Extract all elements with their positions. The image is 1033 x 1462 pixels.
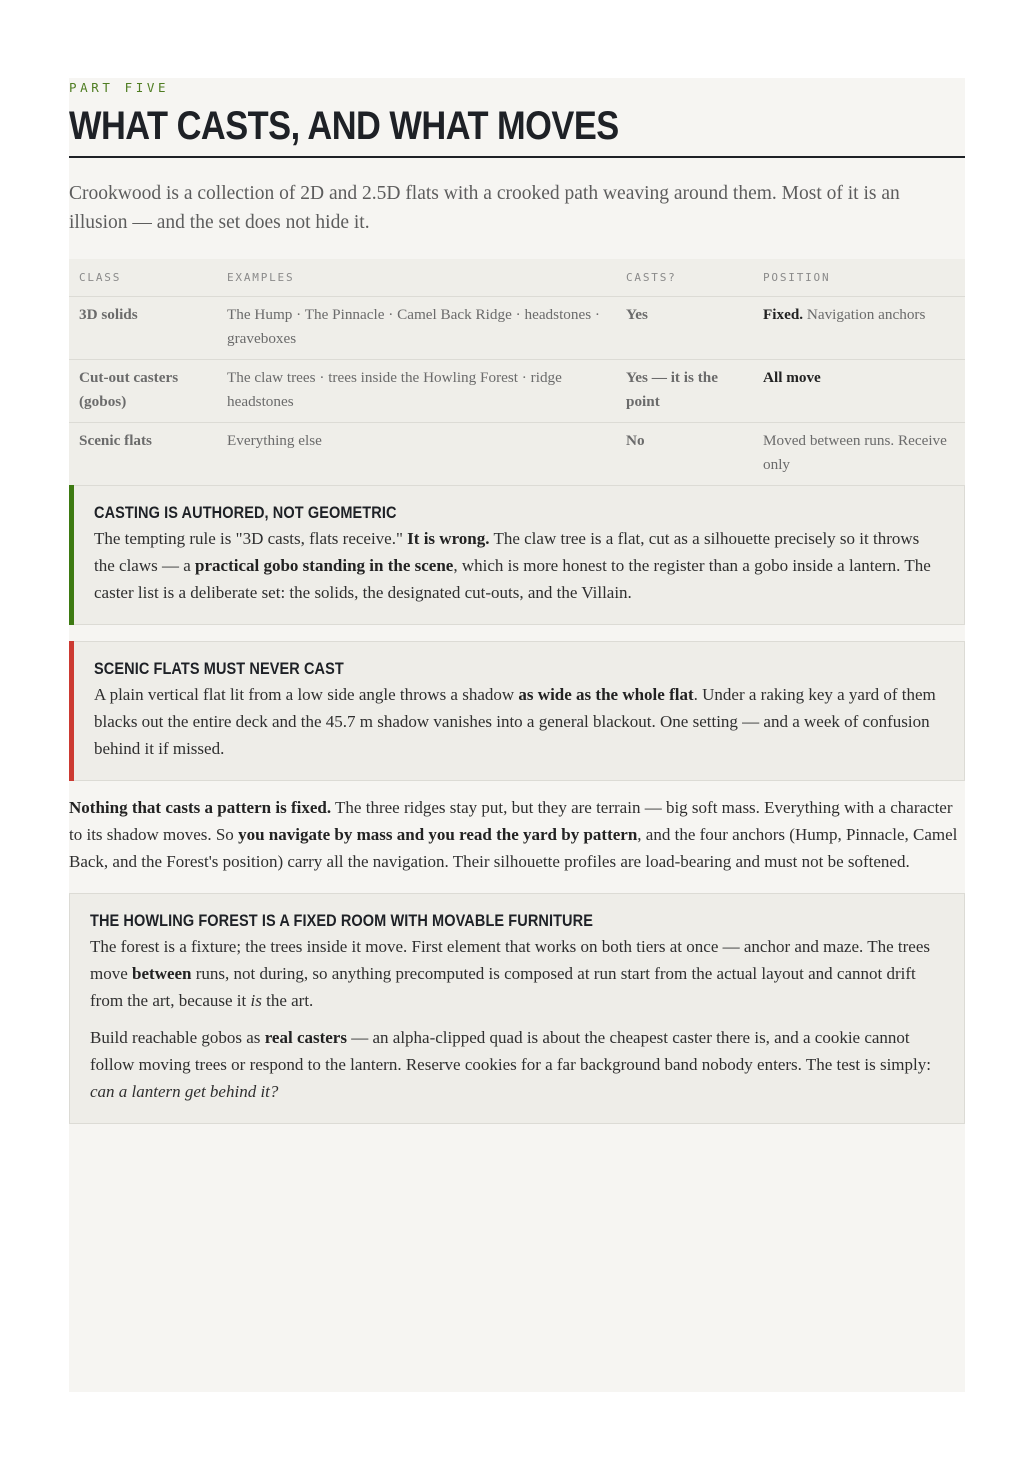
table-row [69, 423, 965, 486]
column-header-examples: EXAMPLES [217, 259, 616, 297]
class-cell: Cut-out casters (gobos) [69, 360, 217, 423]
examples-cell: The Hump · The Pinnacle · Camel Back Ridge · headstones · graveboxes [217, 297, 616, 360]
class-cell: Scenic flats [79, 432, 152, 449]
document-page [69, 78, 965, 1392]
position-emphasis: All move [763, 369, 821, 386]
section-eyebrow: PART FIVE [69, 80, 170, 95]
callout-body: The forest is a fixture; the trees inside it move. First element that works on both tiers at once — anchor and maze. The trees move between runs, not during, so anything precomputed is composed at run start from the actual layout and cannot drift from the art, because it is the art. [90, 937, 930, 1010]
callout-scenic-flats-warning [69, 641, 965, 781]
casts-cell: No [626, 432, 645, 449]
table-header-row [69, 259, 965, 297]
position-text: Navigation anchors [803, 306, 926, 323]
casts-cell: Yes [616, 297, 753, 360]
callout-accent-bar [69, 641, 74, 781]
table-row [69, 360, 965, 423]
page-title: WHAT CASTS, AND WHAT MOVES [69, 104, 619, 148]
callout-body: Build reachable gobos as real casters — an alpha-clipped quad is about the cheapest caster there is, and a cookie cannot follow moving trees or respond to the lantern. Reserve cookies for a far background band nobody enters. The test is simply: can a lantern get behind it? [90, 1028, 931, 1101]
position-cell [753, 297, 965, 360]
class-cell: 3D solids [69, 297, 217, 360]
examples-cell: Everything else [227, 432, 322, 449]
callout-howling-forest [69, 893, 965, 1124]
position-emphasis: Fixed. [763, 306, 804, 323]
callout-heading: SCENIC FLATS MUST NEVER CAST [94, 660, 344, 678]
column-header-position: POSITION [753, 259, 965, 297]
callout-body: A plain vertical flat lit from a low side angle throws a shadow as wide as the whole flat. Under a raking key a yard of them blacks out the entire deck and the 45.7 m shadow vanishes into a general blackout. One setting — and a week of confusion behind it if missed. [94, 685, 936, 758]
caster-table [69, 259, 965, 485]
column-header-class: CLASS [69, 259, 217, 297]
examples-cell: The claw trees · trees inside the Howling Forest · ridge headstones [217, 360, 616, 423]
body-paragraph: Nothing that casts a pattern is fixed. The three ridges stay put, but they are terrain — big soft mass. Everything with a character to its shadow moves. So you navigate by mass and you read the yard by pattern, and the four anchors (Hump, Pinnacle, Camel Back, and the Forest's position) carry all the navigation. Their silhouette profiles are load-bearing and must not be softened. [69, 798, 958, 871]
callout-casting-authored [69, 485, 965, 625]
title-rule [69, 156, 965, 158]
position-cell [753, 360, 965, 423]
column-header-casts: CASTS? [616, 259, 753, 297]
casts-cell: Yes — it is the point [616, 360, 753, 423]
lede-paragraph: Crookwood is a collection of 2D and 2.5D flats with a crooked path weaving around them. Most of it is an illusion — and the set does not hide it. [69, 183, 900, 233]
callout-heading: THE HOWLING FOREST IS A FIXED ROOM WITH MOVABLE FURNITURE [90, 912, 593, 930]
callout-body: The tempting rule is "3D casts, flats receive." It is wrong. The claw tree is a flat, cut as a silhouette precisely so it throws the claws — a practical gobo standing in the scene, which is more honest to the register than a gobo inside a lantern. The caster list is a deliberate set: the solids, the designated cut-outs, and the Villain. [94, 529, 931, 602]
table-row [69, 297, 965, 360]
callout-accent-bar [69, 485, 74, 625]
callout-heading: CASTING IS AUTHORED, NOT GEOMETRIC [94, 504, 397, 522]
position-cell [753, 423, 965, 486]
position-text: Moved between runs. Receive only [763, 432, 947, 473]
